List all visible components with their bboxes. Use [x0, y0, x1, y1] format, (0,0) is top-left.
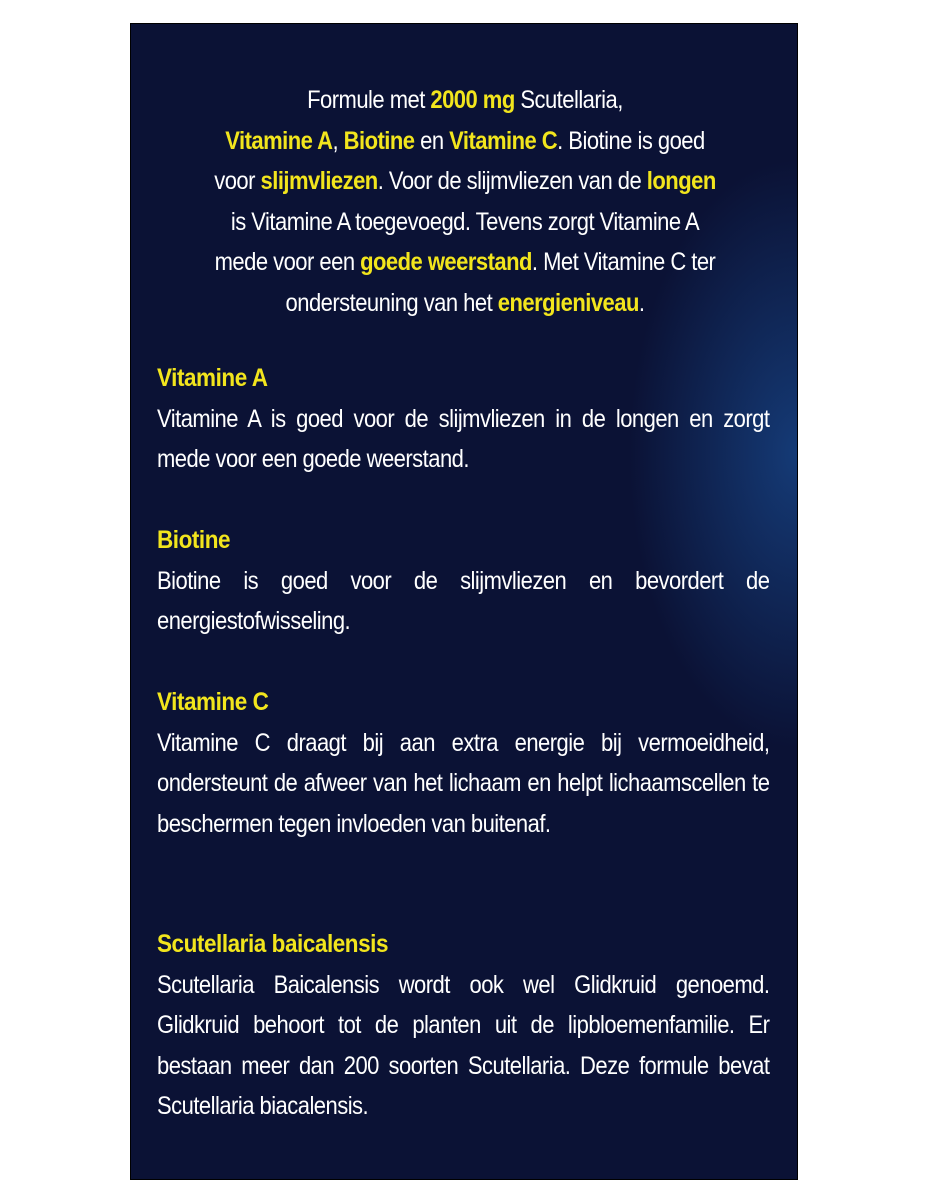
highlight-weerstand: goede weerstand [360, 248, 532, 276]
intro-line-2: Vitamine A, Biotine en Vitamine C. Biotine is goed [225, 126, 705, 155]
section-vitamine-c [157, 682, 769, 844]
section-body: Scutellaria Baicalensis wordt ook wel Glidkruid genoemd. Glidkruid behoort tot de planten uit de lipbloemenfamilie. Er bestaan meer dan 200 soorten Scutellaria. Deze formule bevat Scutellaria biacalensis. [157, 970, 770, 1120]
section-vitamine-a [157, 358, 769, 480]
section-body: Vitamine C draagt bij aan extra energie bij vermoeidheid, ondersteunt de afweer van het lichaam en helpt lichaamscellen te beschermen tegen invloeden van buitenaf. [157, 728, 770, 838]
highlight-dosage: 2000 mg [430, 86, 515, 114]
highlight-longen: longen [646, 167, 716, 195]
section-heading: Scutellaria baicalensis [157, 930, 389, 958]
section-biotine [157, 520, 769, 642]
intro-line-1: Formule met 2000 mg Scutellaria, [307, 86, 623, 114]
info-panel [130, 23, 798, 1180]
section-heading: Biotine [157, 526, 231, 554]
intro-line-4: is Vitamine A toegevoegd. Tevens zorgt Vitamine A [230, 207, 700, 236]
highlight-biotine: Biotine [343, 126, 415, 155]
section-scutellaria [157, 924, 769, 1127]
highlight-energieniveau: energieniveau [497, 288, 639, 317]
intro-line-3: voor slijmvliezen. Voor de slijmvliezen van de longen [214, 167, 716, 195]
highlight-vitamine-c: Vitamine C [449, 126, 558, 155]
section-body: Biotine is goed voor de slijmvliezen en bevordert de energiestofwisseling. [157, 566, 770, 635]
section-body: Vitamine A is goed voor de slijmvliezen in de longen en zorgt mede voor een goede weerstand. [157, 404, 770, 473]
intro-paragraph [171, 80, 759, 323]
intro-line-5: mede voor een goede weerstand. Met Vitamine C ter [214, 248, 716, 276]
section-heading: Vitamine C [157, 688, 269, 716]
section-heading: Vitamine A [157, 364, 268, 392]
highlight-vitamine-a: Vitamine A [225, 126, 333, 155]
highlight-slijmvliezen: slijmvliezen [260, 167, 378, 195]
intro-line-6: ondersteuning van het energieniveau. [285, 288, 645, 317]
